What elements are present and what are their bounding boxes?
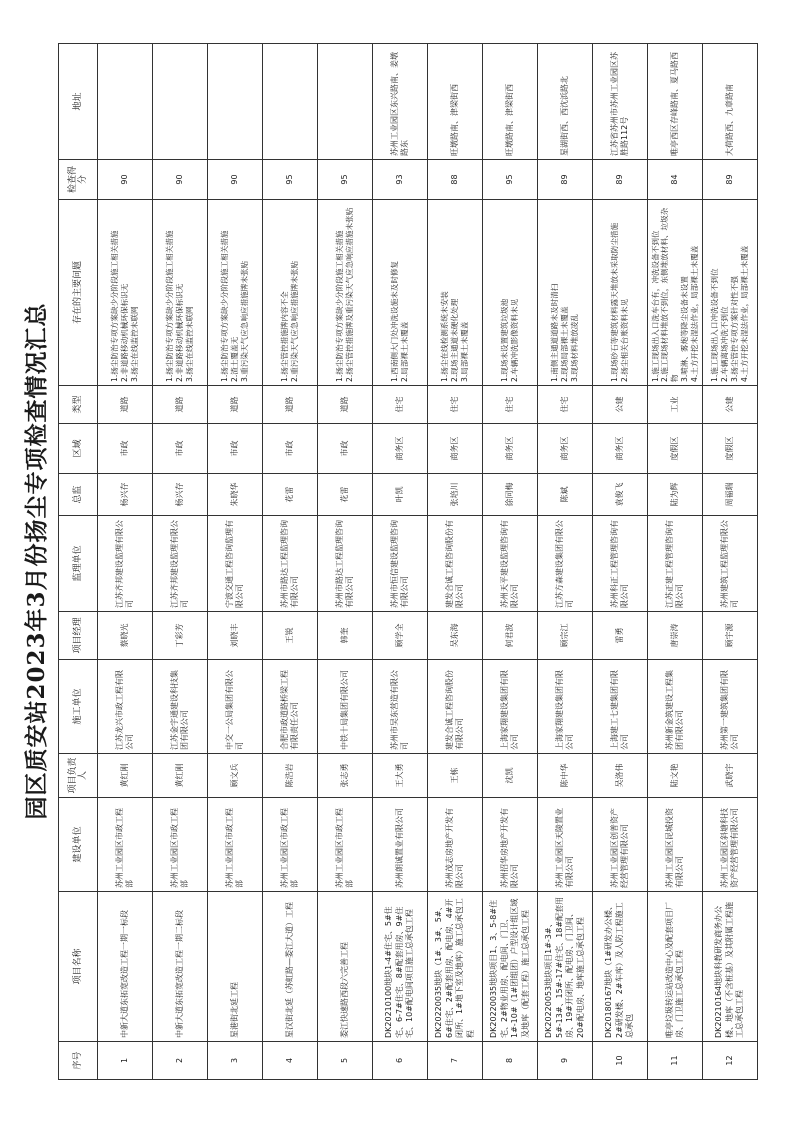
address-cell [153, 44, 208, 160]
column-header: 序号 [59, 1042, 98, 1080]
issue-item: 2.重污染天气应急响应措施牌未张贴 [290, 260, 299, 382]
column-header: 建设单位 [59, 798, 98, 892]
score-cell: 90 [153, 160, 208, 200]
address-cell [318, 44, 373, 160]
issues-cell [153, 200, 208, 386]
table-body [98, 44, 758, 1080]
chief-supervisor-cell: 朱晓华 [208, 474, 263, 516]
row-number-cell: 1 [98, 1042, 153, 1080]
project-name-cell: 中新大道东拓宽改造工程一期二标段 [153, 892, 208, 1042]
column-header: 类型 [59, 386, 98, 424]
owner-unit-cell: 苏州招华房地产开发有限公司 [483, 798, 538, 892]
area-cell: 商务区 [538, 424, 593, 474]
score-cell: 90 [208, 160, 263, 200]
table-row [428, 44, 483, 1080]
issues-cell [318, 200, 373, 386]
contractor-cell: 苏州市吴东营造有限公司 [373, 660, 428, 754]
issues-cell [263, 200, 318, 386]
issue-item: 2.现场主通道未硬化处理 [450, 298, 460, 382]
issue-item: 1.施工现场出入口洗车台有，冲洗设备不到位 [650, 230, 660, 382]
issue-item: 1.扬尘在线检测系统未安装 [440, 291, 450, 382]
contractor-cell: 上海建工七建集团有限公司 [593, 660, 648, 754]
supervisor-unit-cell: 苏州科正工程管理咨询有限公司 [593, 516, 648, 612]
supervisor-unit-cell: 苏州市恒信建设监理咨询有限公司 [373, 516, 428, 612]
supervisor-unit-cell: 宁波交通工程咨询监理有限公司 [208, 516, 263, 612]
chief-supervisor-cell: 张培川 [428, 474, 483, 516]
column-header: 监理单位 [59, 516, 98, 612]
issue-item: 2.渣土覆盖无 [230, 336, 240, 382]
row-number-cell: 7 [428, 1042, 483, 1080]
issue-item: 1.扬尘防治专项方案缺少分阶段施工相关措施 [335, 230, 345, 382]
score-cell: 84 [648, 160, 703, 200]
issues-cell [483, 200, 538, 386]
issues-cell [373, 200, 428, 386]
address-cell: 旺墩路南、津梁街西 [428, 44, 483, 160]
chief-supervisor-cell: 叶凯 [373, 474, 428, 516]
type-cell: 道路 [98, 386, 153, 424]
type-cell: 道路 [318, 386, 373, 424]
issue-item: 1.扬尘防治专项方案缺少分阶段施工相关措施 [220, 230, 230, 382]
score-cell: 95 [318, 160, 373, 200]
project-manager-cell: 雷勇 [593, 612, 648, 660]
project-manager-cell: 刘晓丰 [208, 612, 263, 660]
project-name-cell: 唯亭垃圾转运站改造中心及配套项目厂房、门卫施工总承包工程 [648, 892, 703, 1042]
table-row [703, 44, 758, 1080]
table-row [153, 44, 208, 1080]
type-cell: 住宅 [428, 386, 483, 424]
issue-item: 2.非道路移动机械环保标识无 [120, 283, 130, 382]
owner-unit-cell: 苏州茂志房地产开发有限公司 [428, 798, 483, 892]
table-row [648, 44, 703, 1080]
chief-supervisor-cell: 周福瑞 [703, 474, 758, 516]
table-row [538, 44, 593, 1080]
issue-item: 2.非道路移动机械环保标识无 [175, 283, 185, 382]
project-name-cell: DK20220053地块项目1#-3#、5#-13#、15#-17#住宅、18#配套用房、19#开闭所、配电房、门卫间、20#配电房、地库施工总承包工程 [538, 892, 593, 1042]
supervisor-unit-cell: 江苏齐邦建设监理有限公司 [153, 516, 208, 612]
project-manager-cell: 韩奎 [318, 612, 373, 660]
column-header: 项目负责人 [59, 754, 98, 798]
issue-item: 3.局部裸土未覆盖 [459, 321, 469, 382]
column-header: 总监 [59, 474, 98, 516]
owner-unit-cell: 苏州工业园区市政工程部 [153, 798, 208, 892]
issue-item: 3.扬尘在线监控未联网 [129, 306, 139, 382]
issue-item: 2.施工现场材料堆放不到位，东侧堆放材料、垃圾杂物 [660, 207, 680, 382]
column-header: 地址 [59, 44, 98, 160]
supervisor-unit-cell: 苏州天平建设监理咨询有限公司 [483, 516, 538, 612]
project-manager-cell: 何君波 [483, 612, 538, 660]
owner-lead-cell: 黄红刚 [153, 754, 208, 798]
inspection-table [58, 43, 758, 1080]
issue-item: 1.扬尘防治专项方案缺少分阶段施工相关措施 [165, 230, 175, 382]
table-row [593, 44, 648, 1080]
area-cell: 商务区 [593, 424, 648, 474]
issue-item: 4.土方开挖未湿法作业，局部裸土未覆盖 [689, 245, 699, 382]
issue-item: 1.西南侧大门处冲洗设施未及时修复 [390, 260, 400, 382]
contractor-cell: 苏州第一建筑集团有限公司 [703, 660, 758, 754]
project-name-cell: DK20220035地块项目1、3、5-8#住宅、2#物业用房、配电间、门卫、1#-10#（1#团组团）户型设计组区域及地库（配套工程）施工总承包工程 [483, 892, 538, 1042]
type-cell: 公建 [593, 386, 648, 424]
score-cell: 93 [373, 160, 428, 200]
supervisor-unit-cell: 苏州市路达工程监理咨询有限公司 [263, 516, 318, 612]
score-cell: 88 [428, 160, 483, 200]
owner-unit-cell: 苏州工业园区斜塘科技资产经营管理有限公司 [703, 798, 758, 892]
area-cell: 市政 [318, 424, 373, 474]
row-number-cell: 8 [483, 1042, 538, 1080]
type-cell: 道路 [153, 386, 208, 424]
supervisor-unit-cell: 建发合诚工程咨询股份有限公司 [428, 516, 483, 612]
type-cell: 工业 [648, 386, 703, 424]
contractor-cell: 上海家翔建设集团有限公司 [483, 660, 538, 754]
issues-cell [703, 200, 758, 386]
contractor-cell: 苏州新金筑建设工程集团有限公司 [648, 660, 703, 754]
issue-item: 2.局部裸土未覆盖 [400, 321, 409, 382]
owner-unit-cell: 苏州工业园区天陵置业有限公司 [538, 798, 593, 892]
contractor-cell: 江苏龙兴市政工程有限公司 [98, 660, 153, 754]
issues-cell [538, 200, 593, 386]
column-header: 项目名称 [59, 892, 98, 1042]
column-header: 检查得分 [59, 160, 98, 200]
score-cell: 89 [703, 160, 758, 200]
chief-supervisor-cell: 袁俊飞 [593, 474, 648, 516]
owner-unit-cell: 苏州工业园区市政工程部 [98, 798, 153, 892]
issue-item: 2.车辆冲洗影像资料未见 [510, 298, 519, 382]
row-number-cell: 3 [208, 1042, 263, 1080]
issue-item: 1.施工现场出入口冲洗设备不到位 [710, 268, 720, 382]
row-number-cell: 4 [263, 1042, 318, 1080]
issue-item: 1.扬尘管控措施牌内容不全 [280, 291, 290, 382]
table-row [483, 44, 538, 1080]
area-cell: 商务区 [428, 424, 483, 474]
issue-item: 3.扬尘在线监控未联网 [184, 306, 194, 382]
issues-cell [593, 200, 648, 386]
column-header: 项目经理 [59, 612, 98, 660]
supervisor-unit-cell: 江苏正建工程管理咨询有限公司 [648, 516, 703, 612]
owner-unit-cell: 苏州工业园区市政工程部 [208, 798, 263, 892]
row-number-cell: 11 [648, 1042, 703, 1080]
owner-unit-cell: 苏州工业园区创普资产经营管理有限公司 [593, 798, 648, 892]
chief-supervisor-cell: 陆为辉 [648, 474, 703, 516]
area-cell: 商务区 [373, 424, 428, 474]
project-name-cell: 中新大道东拓宽改造工程一期一标段 [98, 892, 153, 1042]
issues-cell [208, 200, 263, 386]
address-cell: 苏州工业园区东兴路南、姜墩路东 [373, 44, 428, 160]
issue-item: 3.现场材料堆放凌乱 [569, 314, 579, 382]
issue-item: 2.车辆离场冲洗不到位 [720, 306, 730, 382]
header-row [59, 44, 98, 1080]
address-cell: 旺墩路南、津梁街西 [483, 44, 538, 160]
owner-lead-cell: 顾文兵 [208, 754, 263, 798]
issue-item: 2.现场局部裸土未覆盖 [560, 306, 570, 382]
owner-lead-cell: 武晓宇 [703, 754, 758, 798]
area-cell: 市政 [98, 424, 153, 474]
issue-item: 3.扬尘管控专项方案针对性不强 [730, 276, 739, 382]
issue-item: 1.现场砂石等建筑材料露天堆放未采取防尘措施 [610, 222, 620, 382]
supervisor-unit-cell: 江苏齐邦建设监理有限公司 [98, 516, 153, 612]
project-manager-cell: 吴东海 [428, 612, 483, 660]
column-header: 存在的主要问题 [59, 200, 98, 386]
column-header: 区域 [59, 424, 98, 474]
project-name-cell: DK20180167地块（1#研发办公楼、2#研发楼、2#车库）及人防工程施工总承包 [593, 892, 648, 1042]
owner-lead-cell: 陈中华 [538, 754, 593, 798]
score-cell: 95 [483, 160, 538, 200]
table-row [208, 44, 263, 1080]
project-name-cell: 星汉街北延（苏虹路—娄江大道）工程 [263, 892, 318, 1042]
score-cell: 89 [593, 160, 648, 200]
owner-unit-cell: 苏州工业园区市政工程部 [318, 798, 373, 892]
chief-supervisor-cell: 杨兴存 [153, 474, 208, 516]
issues-cell [428, 200, 483, 386]
contractor-cell: 江苏金宇通建设科技集团有限公司 [153, 660, 208, 754]
issue-item: 1.现场未设置建筑垃圾池 [500, 298, 510, 382]
owner-unit-cell: 苏州工业园区市政工程部 [263, 798, 318, 892]
owner-lead-cell: 张志勇 [318, 754, 373, 798]
chief-supervisor-cell: 杨兴存 [98, 474, 153, 516]
owner-unit-cell: 苏州朗诚置业有限公司 [373, 798, 428, 892]
address-cell: 江苏省苏州市苏州工业园区苏胜路112号 [593, 44, 648, 160]
contractor-cell: 中交一公局集团有限公司 [208, 660, 263, 754]
table-row [98, 44, 153, 1080]
supervisor-unit-cell: 苏州建筑工程监理有限公司 [703, 516, 758, 612]
supervisor-unit-cell: 江苏方森建设集团有限公司 [538, 516, 593, 612]
row-number-cell: 10 [593, 1042, 648, 1080]
project-name-cell: DK20210164地块科教研发商务办公楼、地库（不含桩基）及其附属工程施工总承包工程 [703, 892, 758, 1042]
contractor-cell: 建发合诚工程咨询股份有限公司 [428, 660, 483, 754]
area-cell: 度假区 [703, 424, 758, 474]
document-title: 园区质安站2023年3月份扬尘专项检查情况汇总 [23, 302, 50, 820]
type-cell: 公建 [703, 386, 758, 424]
row-number-cell: 6 [373, 1042, 428, 1080]
area-cell: 度假区 [648, 424, 703, 474]
project-manager-cell: 顾学全 [373, 612, 428, 660]
type-cell: 道路 [263, 386, 318, 424]
chief-supervisor-cell: 花雷 [318, 474, 373, 516]
address-cell [263, 44, 318, 160]
area-cell: 市政 [208, 424, 263, 474]
project-manager-cell: 王锐 [263, 612, 318, 660]
owner-lead-cell: 陈浩岩 [263, 754, 318, 798]
table-row [318, 44, 373, 1080]
owner-lead-cell: 王栋 [428, 754, 483, 798]
area-cell: 商务区 [483, 424, 538, 474]
project-name-cell: DK20210100地块1-4#住宅、5#住宅、6-7#住宅、8#配套用房、9#住宅、10#配电间项目施工总承包工程 [373, 892, 428, 1042]
address-cell [208, 44, 263, 160]
owner-lead-cell: 黄红刚 [98, 754, 153, 798]
project-name-cell: 娄江快速路西段六完善工程 [318, 892, 373, 1042]
issue-item: 4.土方开挖未湿法作业，局部裸土未覆盖 [739, 245, 749, 382]
issue-item: 3.喷淋、雾炮等降尘设备未设置 [679, 276, 689, 382]
table-row [373, 44, 428, 1080]
type-cell: 住宅 [483, 386, 538, 424]
type-cell: 住宅 [373, 386, 428, 424]
issue-item: 1.南侧主通道道路未及时清扫 [550, 283, 560, 382]
row-number-cell: 9 [538, 1042, 593, 1080]
address-cell [98, 44, 153, 160]
score-cell: 89 [538, 160, 593, 200]
area-cell: 市政 [263, 424, 318, 474]
issues-cell [98, 200, 153, 386]
issue-item: 2.扬尘相关台账资料未见 [620, 298, 629, 382]
row-number-cell: 5 [318, 1042, 373, 1080]
table-row [263, 44, 318, 1080]
contractor-cell: 合肥市政道路桥梁工程有限责任公司 [263, 660, 318, 754]
chief-supervisor-cell: 陈斌 [538, 474, 593, 516]
type-cell: 道路 [208, 386, 263, 424]
score-cell: 90 [98, 160, 153, 200]
issues-cell [648, 200, 703, 386]
project-manager-cell: 顾宇源 [703, 612, 758, 660]
contractor-cell: 中铁十局集团有限公司 [318, 660, 373, 754]
project-manager-cell: 蔡晓光 [98, 612, 153, 660]
owner-lead-cell: 王大勇 [373, 754, 428, 798]
chief-supervisor-cell: 徐同梅 [483, 474, 538, 516]
project-manager-cell: 唐崇涛 [648, 612, 703, 660]
address-cell: 唯亭西区存峰路南、夏马路西 [648, 44, 703, 160]
project-manager-cell: 顾宗江 [538, 612, 593, 660]
contractor-cell: 上海家翔建设集团有限公司 [538, 660, 593, 754]
issue-item: 2.扬尘管控措施牌及重污染天气应急响应措施未张贴 [345, 207, 354, 382]
chief-supervisor-cell: 花雷 [263, 474, 318, 516]
owner-unit-cell: 苏州工业园区昆城投资有限公司 [648, 798, 703, 892]
row-number-cell: 2 [153, 1042, 208, 1080]
issue-item: 3.重污染天气应急响应措施牌未张贴 [239, 260, 249, 382]
project-name-cell: DK20220035地块（1#、3#、5#、6#住宅、2#配套用房、配电房、4#开闭所、1#地下室及地库）施工总承包工程 [428, 892, 483, 1042]
address-cell: 星湖街西、西沈浜路北 [538, 44, 593, 160]
issue-item: 1.扬尘防治专项方案缺少分阶段施工相关措施 [110, 230, 120, 382]
column-header: 施工单位 [59, 660, 98, 754]
type-cell: 住宅 [538, 386, 593, 424]
owner-lead-cell: 沈凯 [483, 754, 538, 798]
row-number-cell: 12 [703, 1042, 758, 1080]
supervisor-unit-cell: 苏州市路达工程监理咨询有限公司 [318, 516, 373, 612]
score-cell: 95 [263, 160, 318, 200]
project-manager-cell: 丁彩芳 [153, 612, 208, 660]
owner-lead-cell: 陆文艳 [648, 754, 703, 798]
address-cell: 大荷路西、九章路南 [703, 44, 758, 160]
owner-lead-cell: 吴洛伟 [593, 754, 648, 798]
area-cell: 市政 [153, 424, 208, 474]
project-name-cell: 星港街北延工程 [208, 892, 263, 1042]
